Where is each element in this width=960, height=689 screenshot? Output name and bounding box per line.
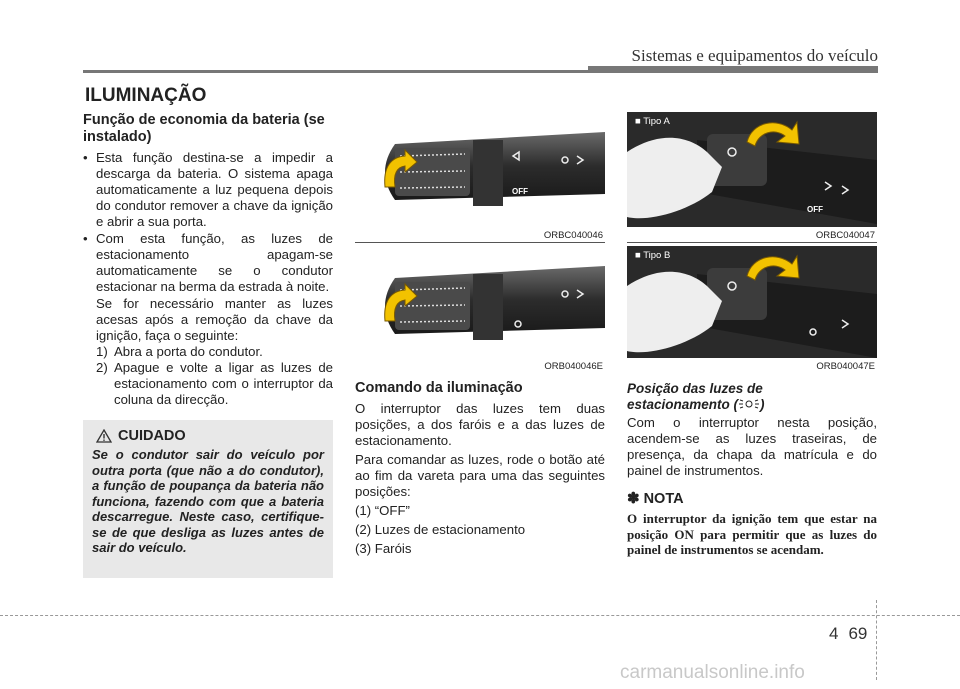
chapter-number: 4	[829, 624, 839, 643]
fig1-num-3: 3	[363, 152, 371, 167]
caution-box	[83, 420, 333, 578]
stalk-diagram-b	[355, 246, 605, 358]
lighting-position-1: (1) “OFF”	[355, 503, 410, 518]
battery-extra: Se for necessário manter as luzes acesas após a remoção da chave da ignição, faça o seguinte:	[96, 296, 333, 343]
footer-rule	[0, 615, 960, 616]
parking-light-icon	[738, 398, 760, 410]
figure-stalk-type-a	[355, 112, 605, 241]
battery-bullet-2: • Com esta função, as luzes de estacionamento apagam-se automaticamente se o condutor estacionar na berma da estrada à noite.	[83, 231, 333, 295]
lighting-title: Comando da iluminação	[355, 380, 523, 396]
note-text: O interruptor da ignição tem que estar na posição ON para permitir que as luzes do painel de instrumentos se acendam.	[627, 511, 877, 557]
caution-text: Se o condutor sair do veículo por outra porta (que não a do condutor), a função de poupança da bateria não funciona, fazendo com que a bateria descarregue. Neste caso, certifique-se de que desliga as luzes antes de sair do veículo.	[92, 447, 324, 555]
fig2-label: ■ Tipo B	[363, 250, 399, 261]
page-number-value: 69	[848, 624, 868, 643]
warning-triangle-icon	[96, 429, 112, 443]
fig1-off-label: OFF	[512, 187, 528, 196]
figure-stalk-type-b	[355, 246, 605, 372]
fig2-code: ORB040046E	[544, 361, 603, 372]
caution-heading	[92, 428, 324, 444]
note-star-icon: ✽	[627, 490, 640, 507]
fig3-label: ■ Tipo A	[635, 116, 670, 127]
footer-vertical-rule	[876, 600, 877, 680]
figure-hand-type-a	[627, 112, 877, 241]
header-rule	[83, 70, 878, 73]
column-parking	[627, 381, 877, 558]
parking-text: Com o interruptor nesta posição, acendem-se as luzes traseiras, de presença, da chapa da matrícula e do painel de instrumentos.	[627, 415, 877, 478]
hand-diagram-b	[627, 246, 877, 358]
battery-title: Função de economia da bateria (se instalado)	[83, 112, 325, 145]
fig2-num-3: 3	[363, 286, 371, 301]
fig4-label: ■ Tipo B	[635, 250, 671, 261]
fig3-code: ORBC040047	[815, 230, 875, 241]
note-heading	[627, 491, 877, 507]
column-battery	[83, 112, 333, 408]
figure-separator-2	[627, 242, 877, 243]
fig2-num-1: 1	[363, 318, 371, 333]
caution-title: CUIDADO	[118, 428, 186, 444]
column-lighting	[355, 380, 605, 560]
hand-diagram-a	[627, 112, 877, 227]
parking-title: Posição das luzes de estacionamento ( )	[627, 381, 765, 412]
figure-separator-1	[355, 242, 605, 243]
fig1-num-1: 1	[363, 184, 371, 199]
section-title: ILUMINAÇÃO	[85, 85, 207, 106]
lighting-intro: O interruptor das luzes tem duas posições, a dos faróis e a das luzes de estacionamento.	[355, 401, 605, 448]
page-number	[829, 624, 867, 644]
page-header-title: Sistemas e equipamentos do veículo	[631, 46, 878, 65]
fig1-code: ORBC040046	[543, 230, 603, 241]
lighting-position-3: (3) Faróis	[355, 541, 412, 556]
lighting-position-2: (2) Luzes de estacionamento	[355, 522, 526, 537]
fig4-code: ORB040047E	[816, 361, 875, 372]
watermark: carmanualsonline.info	[620, 662, 805, 683]
battery-step-2: 2) Apague e volte a ligar as luzes de estacionamento com o interruptor da coluna da direcção.	[96, 360, 333, 407]
fig3-off-label: OFF	[807, 205, 823, 214]
stalk-diagram-a	[355, 112, 605, 227]
figure-hand-type-b	[627, 246, 877, 372]
battery-bullet-1: • Esta função destina-se a impedir a descarga da bateria. O sistema apaga automaticamente a luz pequena depois do condutor remover a chave da ignição e abrir a sua porta.	[83, 150, 333, 230]
fig1-num-2: 2	[363, 168, 371, 183]
battery-step-1: 1) Abra a porta do condutor.	[96, 344, 263, 359]
lighting-operate: Para comandar as luzes, rode o botão até ao fim da vareta para uma das seguintes posições:	[355, 452, 605, 499]
fig2-num-2: 2	[363, 302, 371, 317]
fig1-label: ■ Tipo A	[363, 116, 398, 127]
note-title: NOTA	[643, 491, 684, 507]
